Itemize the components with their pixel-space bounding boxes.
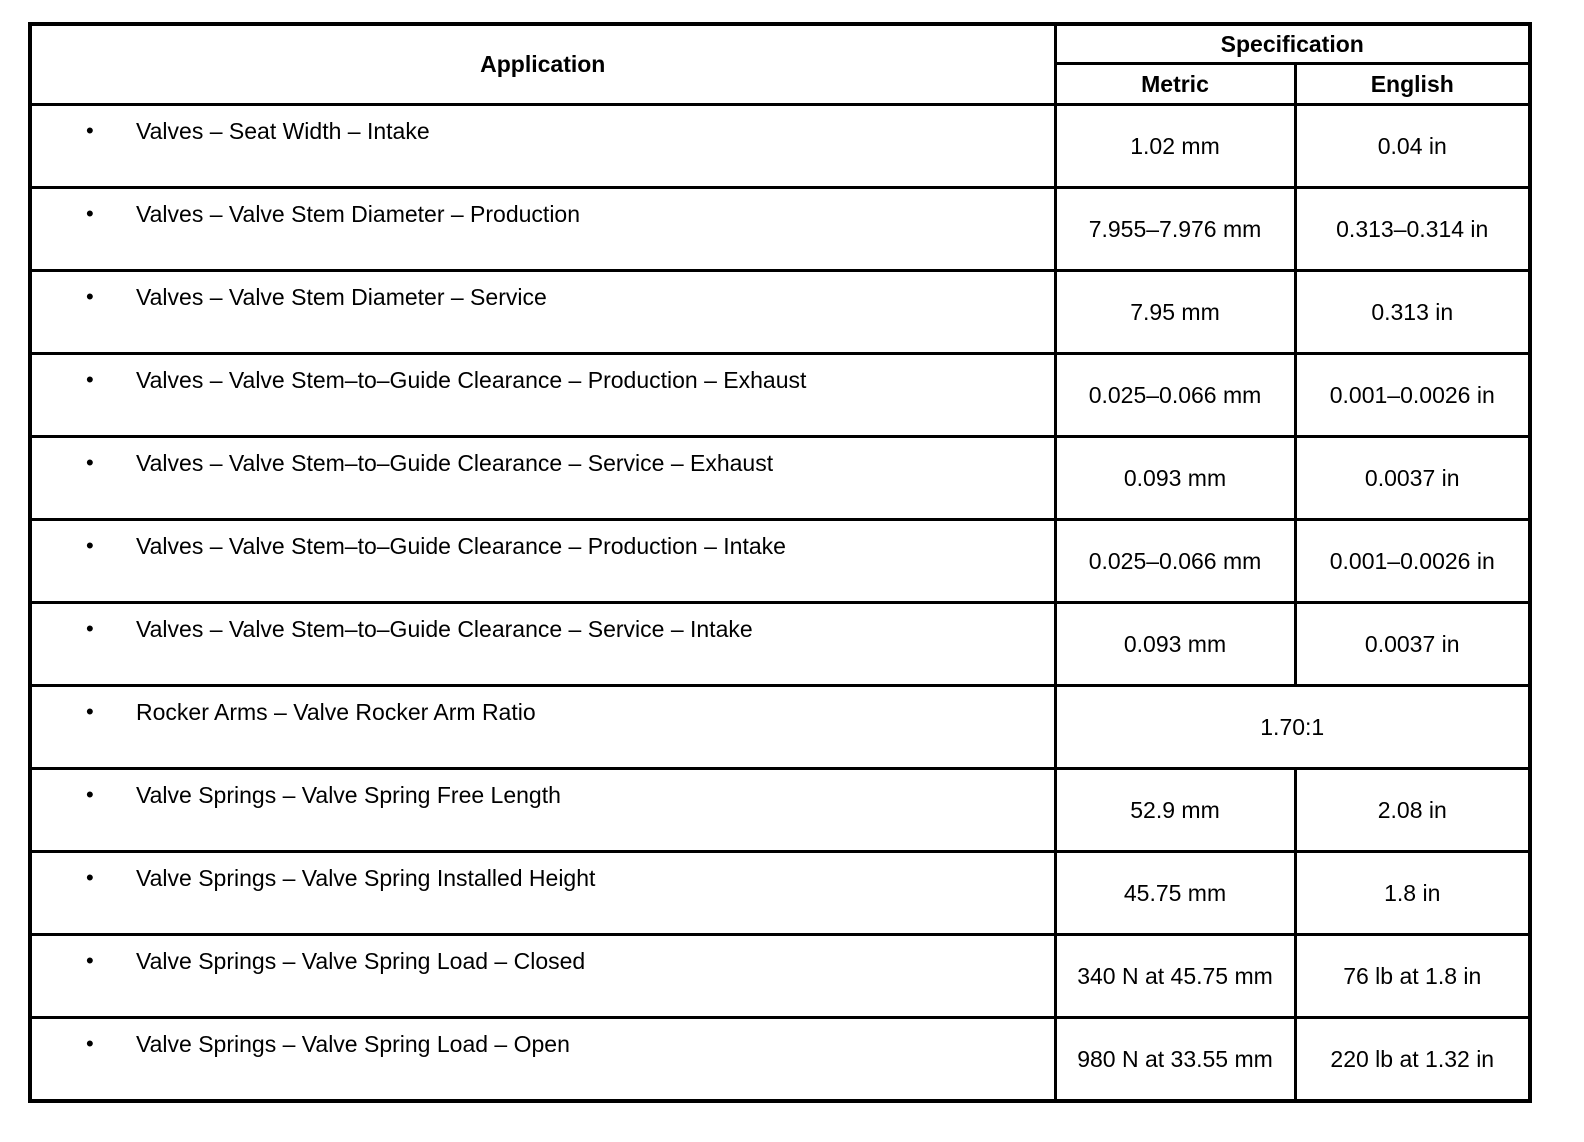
english-value: 76 lb at 1.8 in	[1295, 935, 1530, 1018]
application-label: Valves – Valve Stem–to–Guide Clearance – Service – Intake	[136, 616, 753, 642]
bullet-icon: •	[86, 699, 94, 724]
application-label: Valve Springs – Valve Spring Load – Open	[136, 1031, 570, 1057]
application-cell	[30, 1018, 1055, 1102]
bullet-icon: •	[86, 201, 94, 226]
application-label: Valve Springs – Valve Spring Installed Height	[136, 865, 596, 891]
metric-value: 1.02 mm	[1055, 105, 1295, 188]
bullet-icon: •	[86, 948, 94, 973]
bullet-icon: •	[86, 450, 94, 475]
table-row	[30, 769, 1530, 852]
application-label: Valves – Valve Stem–to–Guide Clearance – Service – Exhaust	[136, 450, 774, 476]
table-row	[30, 686, 1530, 769]
application-label: Rocker Arms – Valve Rocker Arm Ratio	[136, 699, 536, 725]
application-label: Valve Springs – Valve Spring Load – Closed	[136, 948, 586, 974]
bullet-icon: •	[86, 533, 94, 558]
combined-value: 1.70:1	[1055, 686, 1530, 769]
english-value: 220 lb at 1.32 in	[1295, 1018, 1530, 1102]
specification-header: Specification	[1055, 24, 1530, 64]
metric-value: 0.093 mm	[1055, 603, 1295, 686]
metric-value: 7.95 mm	[1055, 271, 1295, 354]
application-cell	[30, 354, 1055, 437]
english-header: English	[1295, 64, 1530, 105]
bullet-icon: •	[86, 1031, 94, 1056]
application-header: Application	[30, 24, 1055, 105]
metric-value: 0.025–0.066 mm	[1055, 520, 1295, 603]
metric-value: 980 N at 33.55 mm	[1055, 1018, 1295, 1102]
metric-header: Metric	[1055, 64, 1295, 105]
bullet-icon: •	[86, 367, 94, 392]
metric-value: 7.955–7.976 mm	[1055, 188, 1295, 271]
application-cell	[30, 188, 1055, 271]
bullet-icon: •	[86, 865, 94, 890]
application-label: Valves – Valve Stem–to–Guide Clearance – Production – Intake	[136, 533, 786, 559]
bullet-icon: •	[86, 616, 94, 641]
table-row	[30, 271, 1530, 354]
table-row	[30, 437, 1530, 520]
application-cell	[30, 437, 1055, 520]
table-row	[30, 520, 1530, 603]
application-cell	[30, 271, 1055, 354]
table-row	[30, 105, 1530, 188]
english-value: 0.001–0.0026 in	[1295, 520, 1530, 603]
english-value: 1.8 in	[1295, 852, 1530, 935]
application-label: Valves – Valve Stem Diameter – Production	[136, 201, 581, 227]
bullet-icon: •	[86, 782, 94, 807]
application-cell	[30, 105, 1055, 188]
application-cell	[30, 686, 1055, 769]
application-cell	[30, 520, 1055, 603]
english-value: 0.313 in	[1295, 271, 1530, 354]
metric-value: 340 N at 45.75 mm	[1055, 935, 1295, 1018]
table-row	[30, 935, 1530, 1018]
bullet-icon: •	[86, 118, 94, 143]
english-value: 0.0037 in	[1295, 437, 1530, 520]
application-label: Valves – Valve Stem–to–Guide Clearance – Production – Exhaust	[136, 367, 807, 393]
metric-value: 0.093 mm	[1055, 437, 1295, 520]
table-row	[30, 1018, 1530, 1102]
application-cell	[30, 603, 1055, 686]
bullet-icon: •	[86, 284, 94, 309]
specification-table	[28, 22, 1532, 1103]
application-label: Valves – Seat Width – Intake	[136, 118, 430, 144]
english-value: 0.313–0.314 in	[1295, 188, 1530, 271]
english-value: 0.0037 in	[1295, 603, 1530, 686]
english-value: 2.08 in	[1295, 769, 1530, 852]
metric-value: 45.75 mm	[1055, 852, 1295, 935]
table-row	[30, 603, 1530, 686]
application-label: Valves – Valve Stem Diameter – Service	[136, 284, 547, 310]
english-value: 0.04 in	[1295, 105, 1530, 188]
metric-value: 52.9 mm	[1055, 769, 1295, 852]
application-cell	[30, 769, 1055, 852]
metric-value: 0.025–0.066 mm	[1055, 354, 1295, 437]
table-row	[30, 354, 1530, 437]
header-row	[30, 24, 1530, 64]
application-cell	[30, 852, 1055, 935]
table-row	[30, 852, 1530, 935]
english-value: 0.001–0.0026 in	[1295, 354, 1530, 437]
application-label: Valve Springs – Valve Spring Free Length	[136, 782, 561, 808]
application-cell	[30, 935, 1055, 1018]
table-row	[30, 188, 1530, 271]
